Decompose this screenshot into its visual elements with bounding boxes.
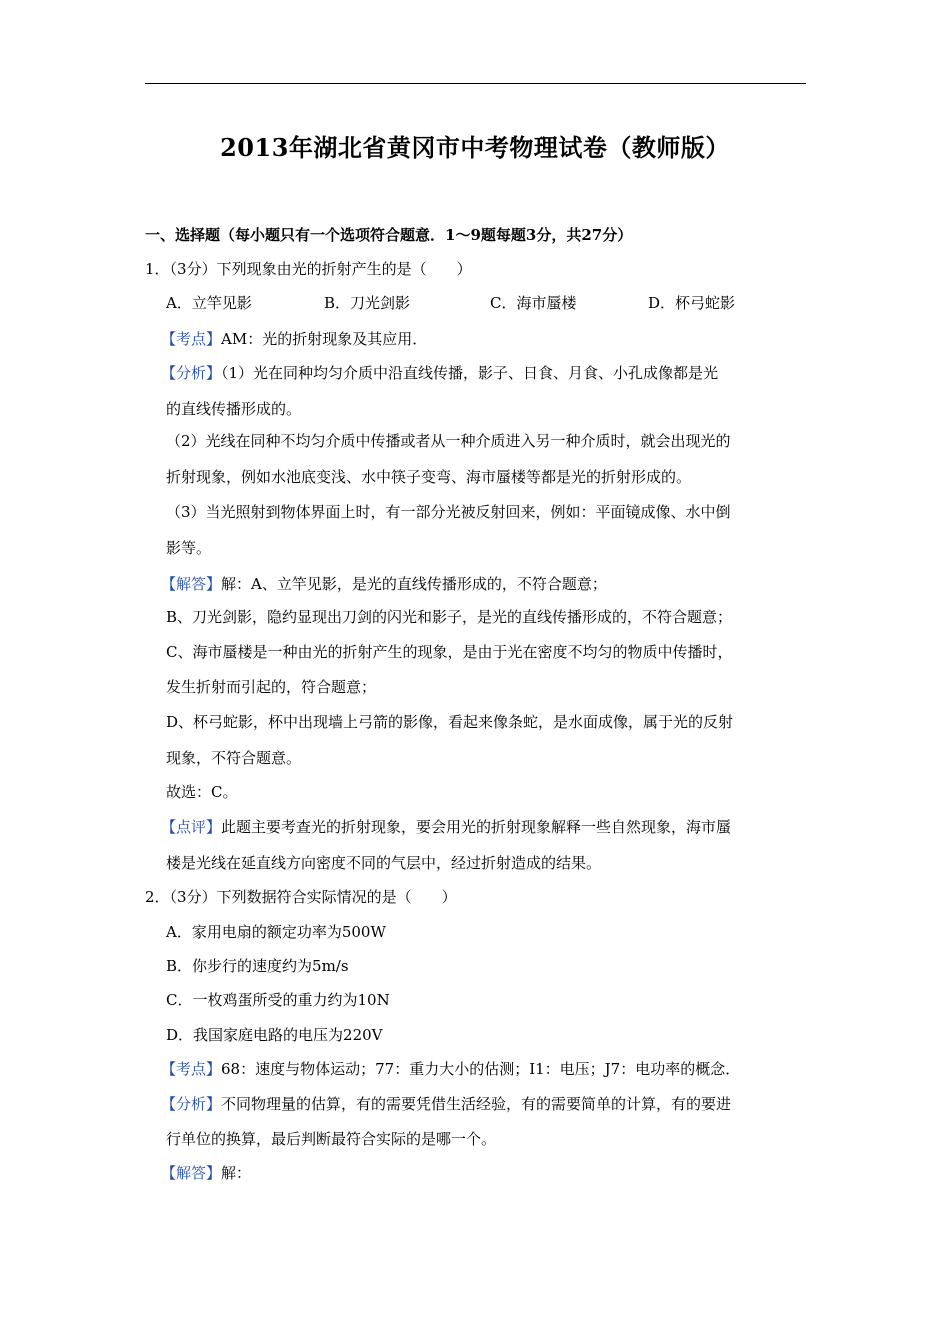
jieda-tag-2: 【解答】: [161, 1164, 222, 1182]
q1-option-b: B．刀光剑影: [324, 294, 411, 312]
q1-jieda-a: [161, 574, 607, 594]
q1-dianping-text: 此题主要考查光的折射现象，要会用光的折射现象解释一些自然现象，海市蜃: [221, 818, 732, 836]
q1-fenxi-1b: 的直线传播形成的。: [166, 400, 302, 418]
q1-fenxi-text: （1）光在同种均匀介质中沿直线传播，影子、日食、月食、小孔成像都是光: [221, 364, 719, 382]
q2-option-c: C．一枚鸡蛋所受的重力约为10N: [166, 991, 390, 1009]
q2-stem: 2．（3分）下列数据符合实际情况的是（ ）: [145, 888, 457, 906]
q2-fenxi-text: 不同物理量的估算，有的需要凭借生活经验，有的需要简单的计算，有的要进: [221, 1095, 732, 1113]
q1-jieda-d1: D、杯弓蛇影，杯中出现墙上弓箭的影像，看起来像条蛇，是水面成像，属于光的反射: [166, 713, 734, 731]
q1-dianping-1: [161, 817, 731, 837]
q2-option-a: A．家用电扇的额定功率为500W: [166, 923, 386, 941]
q1-answer: 故选：C。: [166, 783, 238, 801]
q1-kaodian-text: AM：光的折射现象及其应用．: [221, 330, 428, 348]
q1-stem: 1．（3分）下列现象由光的折射产生的是（ ）: [145, 260, 472, 278]
q1-option-a: A．立竿见影: [166, 294, 252, 312]
q1-jieda-c1: C、海市蜃楼是一种由光的折射产生的现象，是由于光在密度不均匀的物质中传播时，: [166, 643, 733, 661]
q2-option-b: B．你步行的速度约为5m/s: [166, 957, 349, 975]
kaodian-tag-2: 【考点】: [161, 1060, 222, 1078]
q1-fenxi-3a: （3）当光照射到物体界面上时，有一部分光被反射回来，例如：平面镜成像、水中倒: [166, 503, 731, 521]
q1-dianping-2: 楼是光线在延直线方向密度不同的气层中，经过折射造成的结果。: [166, 854, 602, 872]
q1-options: [166, 293, 735, 313]
q1-fenxi-3b: 影等。: [166, 539, 212, 557]
kaodian-tag: 【考点】: [161, 330, 222, 348]
q1-option-c: C．海市蜃楼: [490, 294, 577, 312]
q1-kaodian: [161, 329, 427, 349]
q1-fenxi-1a: [161, 363, 718, 383]
q1-option-d: D．杯弓蛇影: [648, 294, 736, 312]
q1-jieda-text: 解：A、立竿见影，是光的直线传播形成的，不符合题意；: [221, 575, 607, 593]
q2-option-d: D．我国家庭电路的电压为220V: [166, 1026, 383, 1044]
page-title: 2013年湖北省黄冈市中考物理试卷（教师版）: [220, 133, 730, 162]
dianping-tag: 【点评】: [161, 818, 222, 836]
q1-jieda-b: B、刀光剑影，隐约显现出刀剑的闪光和影子，是光的直线传播形成的，不符合题意；: [166, 608, 733, 626]
q2-kaodian: [161, 1059, 740, 1079]
section-heading: 一、选择题（每小题只有一个选项符合题意．1～9题每题3分，共27分）: [145, 226, 633, 244]
fenxi-tag-2: 【分析】: [161, 1095, 222, 1113]
q1-jieda-d2: 现象，不符合题意。: [166, 749, 302, 767]
q1-fenxi-2b: 折射现象，例如水池底变浅、水中筷子变弯、海市蜃楼等都是光的折射形成的。: [166, 468, 692, 486]
q1-fenxi-2a: （2）光线在同种不均匀介质中传播或者从一种介质进入另一种介质时，就会出现光的: [166, 432, 731, 450]
fenxi-tag: 【分析】: [161, 364, 222, 382]
header-rule: [145, 83, 806, 84]
q2-jieda-text: 解：: [221, 1164, 252, 1182]
q2-jieda: [161, 1163, 251, 1183]
q2-fenxi-2: 行单位的换算，最后判断最符合实际的是哪一个。: [166, 1130, 497, 1148]
q1-jieda-c2: 发生折射而引起的，符合题意；: [166, 678, 377, 696]
q2-kaodian-text: 68：速度与物体运动；77：重力大小的估测；I1：电压；J7：电功率的概念．: [221, 1060, 741, 1078]
q2-fenxi-1: [161, 1094, 731, 1114]
jieda-tag: 【解答】: [161, 575, 222, 593]
